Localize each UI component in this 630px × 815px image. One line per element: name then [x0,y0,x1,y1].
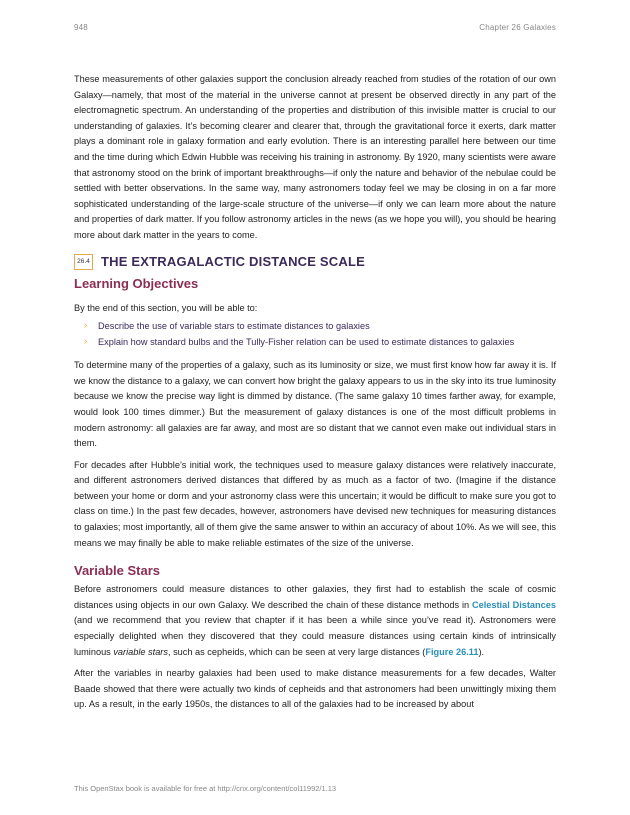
section-heading [74,254,556,270]
learning-objectives-title: Learning Objectives [74,275,199,291]
chevron-right-icon: › [84,336,88,348]
paragraph-distance-intro: To determine many of the properties of a galaxy, such as its luminosity or size, we must first know how far away it is. If we know the distance to a galaxy, we can convert how bright the galaxy appears to us in the sky into its true luminosity because we know the precise way light is dimmed by distance. (The same galaxy 10 times farther away, for example, would look 100 times dimmer.) But the measurement of galaxy distances is one of the most difficult problems in modern astronomy: all galaxies are far away, and most are so distant that we cannot even make out individual stars in them. [74,360,556,449]
list-item: › Explain how standard bulbs and the Tully-Fisher relation can be used to estimate distances to galaxies [84,334,556,350]
figure-link[interactable]: Figure 26.11 [425,646,479,657]
list-item: › Describe the use of variable stars to estimate distances to galaxies [84,318,556,334]
objectives-list [74,318,556,350]
page-content [74,72,556,719]
footer-note: This OpenStax book is available for free at http://cnx.org/content/col11992/1.13 [74,784,337,793]
paragraph-hubble-techniques: For decades after Hubble’s initial work, the techniques used to measure galaxy distances were relatively inaccurate, and different astronomers derived distances that differed by as much as a factor of two. (Imagine if the distance between your home or dorm and your astronomy class were this uncertain; it would be difficult to make sure you got to class on time.) In the past few decades, however, astronomers have devised new techniques for measuring distances to galaxies; most importantly, all of them give the same answer to within an accuracy of about 10%. As we will see, this means we may finally be able to make reliable estimates of the size of the universe. [74,459,556,548]
section-title: THE EXTRAGALACTIC DISTANCE SCALE [101,254,365,270]
chapter-title: Chapter 26 Galaxies [479,23,556,32]
paragraph-baade: After the variables in nearby galaxies had been used to make distance measurements for a few decades, Walter Baade showed that there were actually two kinds of cepheids and that astronomers had been unwittingly mixing them up. As a result, in the early 1950s, the distances to all of the galaxies had to be increased by about [74,668,556,710]
variable-stars-term: variable stars [113,646,168,657]
chevron-right-icon: › [84,320,88,332]
paragraph-variable-stars: Before astronomers could measure distances to other galaxies, they first had to establish the scale of cosmic distances using objects in our own Galaxy. We described the chain of these distance methods in Celestial Distances (and we recommend that you review that chapter if it has been a while since you’ve read it). Astronomers were especially delighted when they discovered that they could measure distances using certain kinds of intrinsically luminous variable stars, such as cepheids, which can be seen at very large distances (Figure 26.11). [74,584,556,657]
paragraph-dark-matter: These measurements of other galaxies support the conclusion already reached from studies of the rotation of our own Galaxy—namely, that most of the material in the universe cannot at present be observed directly in any part of the electromagnetic spectrum. An understanding of the properties and distribution of this invisible matter is crucial to our understanding of galaxies. It’s becoming clearer and clearer that, through the gravitational force it exerts, dark matter plays a dominant role in galaxy formation and early evolution. There is an interesting parallel here between our time and the time during which Edwin Hubble was receiving his training in astronomy. By 1920, many scientists were aware that astronomy stood on the brink of important breakthroughs—if only the nature and behavior of the nebulae could be settled with better observations. In the same way, many astronomers today feel we may be closing in on a far more sophisticated understanding of the large-scale structure of the universe—if only we can learn more about the nature and properties of dark matter. If you follow astronomy articles in the news (as we hope you will), you should be hearing more about dark matter in the years to come. [74,74,556,240]
subsection-title: Variable Stars [74,563,160,579]
section-number-badge: 26.4 [74,254,93,270]
page-number: 948 [74,23,88,32]
objectives-intro: By the end of this section, you will be able to: [74,302,258,313]
celestial-distances-link[interactable]: Celestial Distances [471,599,556,610]
